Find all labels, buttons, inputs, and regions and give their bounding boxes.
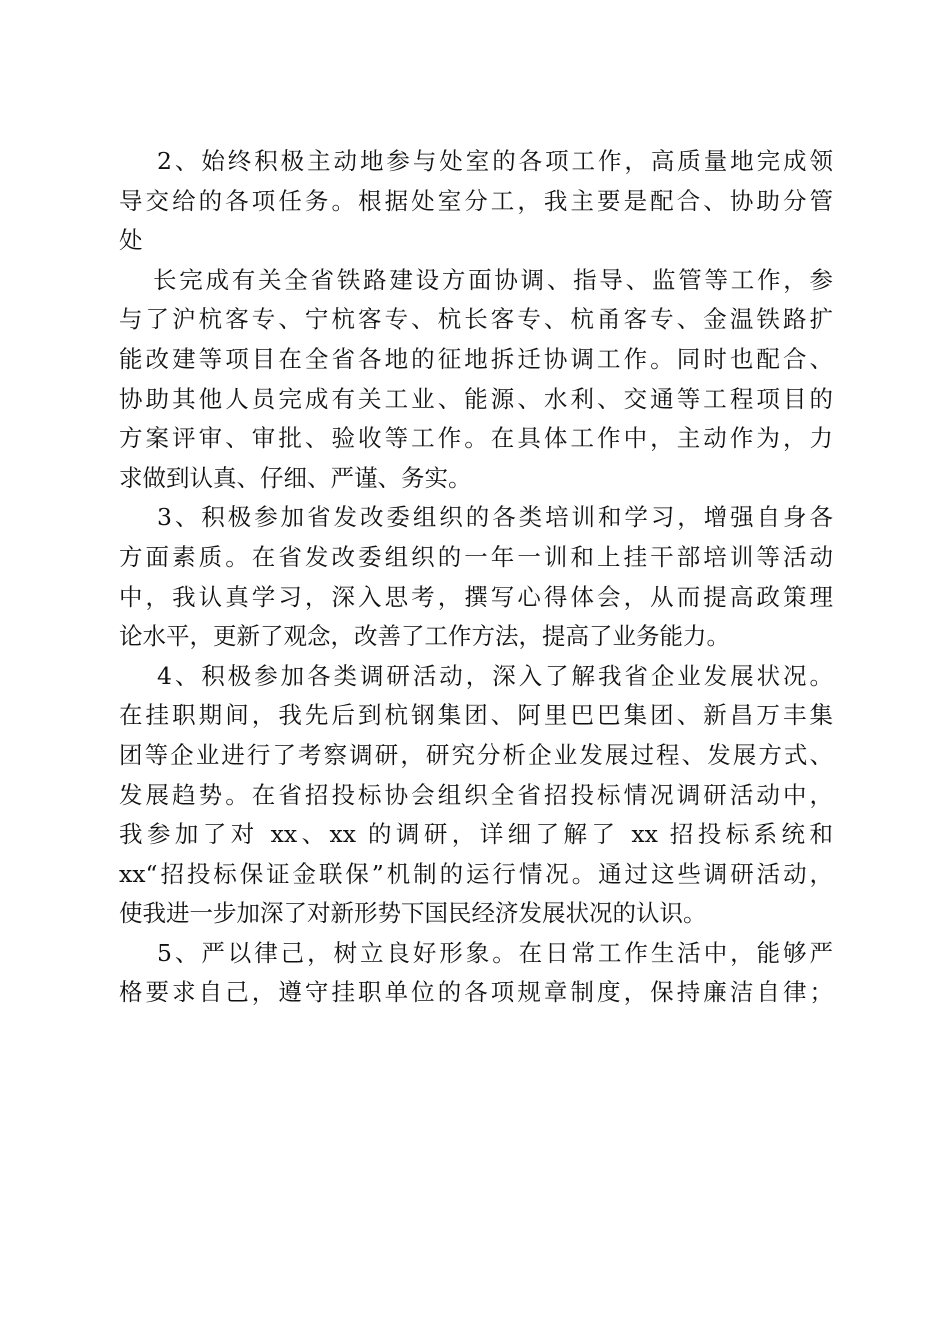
text-line: 发展趋势。在省招投标协会组织全省招投标情况调研活动中， — [119, 780, 833, 809]
text-line: 3、积极参加省发改委组织的各类培训和学习，增强自身各 — [157, 503, 833, 532]
text-line: 我参加了对 xx、xx 的调研，详细了解了 xx 招投标系统和 — [119, 820, 833, 849]
document-body — [119, 142, 833, 1013]
text-line: 5、严以律己，树立良好形象。在日常工作生活中，能够严 — [157, 938, 833, 967]
text-line: 与了沪杭客专、宁杭客专、杭长客专、杭甬客专、金温铁路扩 — [119, 305, 833, 334]
text-line: 团等企业进行了考察调研，研究分析企业发展过程、发展方式、 — [119, 740, 833, 769]
paragraph-3 — [119, 498, 833, 656]
text-line: 处 — [119, 226, 143, 255]
text-line: 2、始终积极主动地参与处室的各项工作，高质量地完成领 — [157, 147, 833, 175]
paragraph-4 — [119, 657, 833, 934]
text-line: 使我进一步加深了对新形势下国民经济发展状况的认识。 — [119, 899, 707, 928]
paragraph-2-continued — [119, 261, 833, 499]
text-line: 4、积极参加各类调研活动，深入了解我省企业发展状况。 — [157, 661, 833, 690]
text-line: 方案评审、审批、验收等工作。在具体工作中，主动作为，力 — [119, 424, 833, 453]
text-line: 能改建等项目在全省各地的征地拆迁协调工作。同时也配合、 — [119, 344, 833, 373]
text-line: 求做到认真、仔细、严谨、务实。 — [119, 463, 472, 492]
text-line: 论水平，更新了观念，改善了工作方法，提高了业务能力。 — [119, 622, 730, 651]
text-line: 导交给的各项任务。根据处室分工，我主要是配合、协助分管 — [119, 186, 833, 215]
text-line: 长完成有关全省铁路建设方面协调、指导、监管等工作，参 — [153, 265, 833, 294]
text-line: 中，我认真学习，深入思考，撰写心得体会，从而提高政策理 — [119, 582, 833, 611]
text-line: xx“招投标保证金联保”机制的运行情况。通过这些调研活动， — [119, 859, 833, 888]
text-line: 格要求自己，遵守挂职单位的各项规章制度，保持廉洁自律； — [119, 978, 833, 1007]
text-line: 协助其他人员完成有关工业、能源、水利、交通等工程项目的 — [119, 384, 833, 413]
paragraph-2 — [119, 142, 833, 261]
text-line: 在挂职期间，我先后到杭钢集团、阿里巴巴集团、新昌万丰集 — [119, 701, 833, 730]
paragraph-5 — [119, 934, 833, 1013]
text-line: 方面素质。在省发改委组织的一年一训和上挂干部培训等活动 — [119, 542, 833, 571]
